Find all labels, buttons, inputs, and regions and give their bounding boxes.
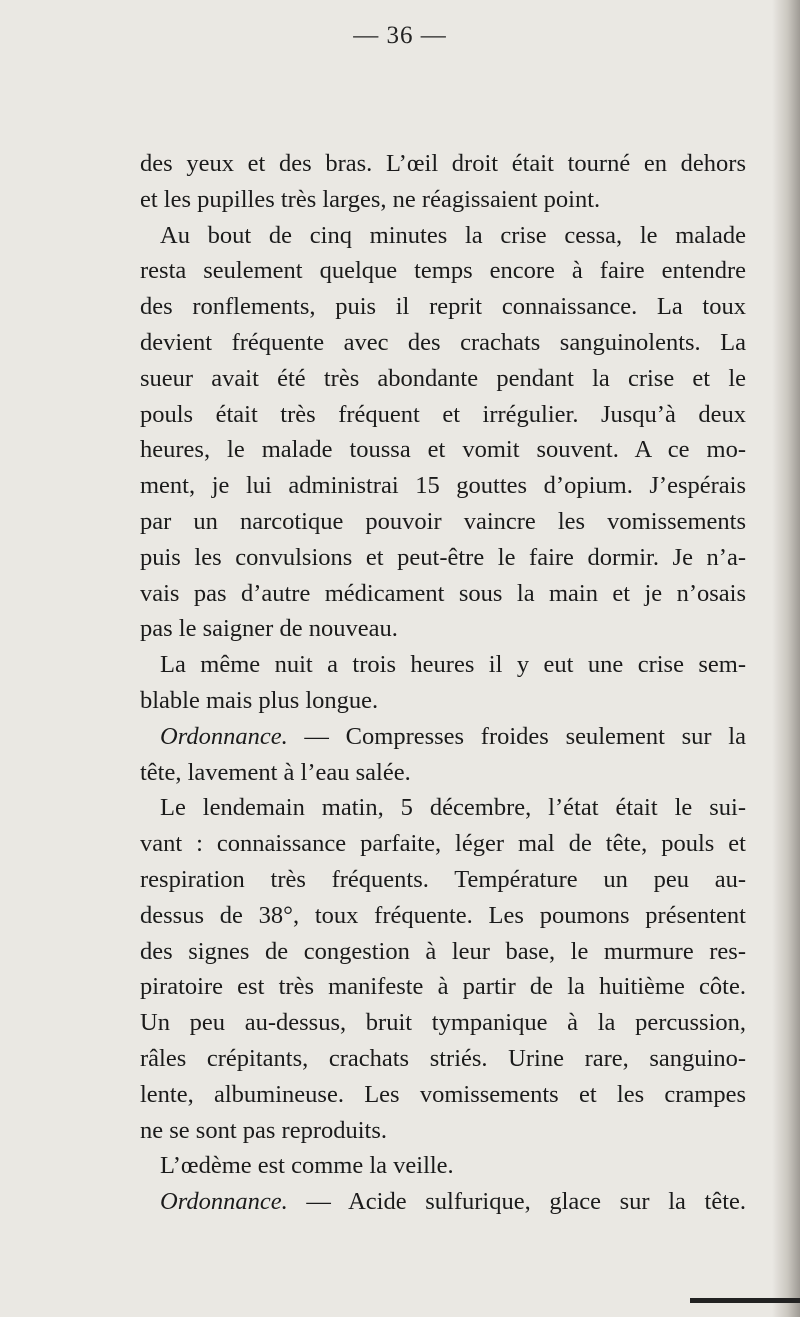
- text-line: [140, 468, 746, 504]
- text-line-content: respiration très fréquents. Température un peu au-: [140, 865, 746, 893]
- text-line: [140, 576, 746, 612]
- text-line-content: devient fréquente avec des crachats sanguinolents. La: [140, 328, 746, 356]
- text-line-content: râles crépitants, crachats striés. Urine rare, sanguino-: [140, 1044, 746, 1072]
- text-line: [140, 432, 746, 468]
- text-line: [140, 934, 746, 970]
- text-line-content: vant : connaissance parfaite, léger mal de tête, pouls et: [140, 830, 746, 858]
- text-line-content: Au bout de cinq minutes la crise cessa, le malade: [160, 221, 746, 249]
- page-number: — 36 —: [353, 22, 447, 49]
- text-line-content: tête, lavement à l’eau salée.: [140, 758, 411, 786]
- text-line: [140, 683, 746, 719]
- text-line: [140, 1113, 746, 1149]
- text-line-content: par un narcotique pouvoir vaincre les vomissements: [140, 507, 746, 535]
- text-line: [140, 325, 746, 361]
- text-line: [140, 611, 746, 647]
- text-line-content: pas le saigner de nouveau.: [140, 615, 398, 643]
- text-line: [140, 1077, 746, 1113]
- text-line: [140, 289, 746, 325]
- text-line-content: L’œdème est comme la veille.: [160, 1152, 454, 1180]
- text-line-content: lente, albumineuse. Les vomissements et les crampes: [140, 1080, 746, 1108]
- text-line: [140, 790, 746, 826]
- text-line: [140, 719, 746, 755]
- text-line-content: — Compresses froides seulement sur la: [287, 722, 746, 750]
- text-line-content: — Acide sulfurique, glace sur la tête.: [287, 1188, 746, 1216]
- text-line-content: Un peu au-dessus, bruit tympanique à la percussion,: [140, 1009, 746, 1037]
- text-line: [140, 361, 746, 397]
- page-edge-mark: [690, 1298, 800, 1303]
- text-line-content: blable mais plus longue.: [140, 686, 379, 714]
- text-line-content: Le lendemain matin, 5 décembre, l’état était le sui-: [160, 794, 746, 822]
- text-line: [140, 755, 746, 791]
- text-line-content: heures, le malade toussa et vomit souvent. A ce mo-: [140, 436, 746, 464]
- text-line: [140, 504, 746, 540]
- text-line-content: ment, je lui administrai 15 gouttes d’opium. J’espérais: [140, 472, 746, 500]
- text-line: [140, 146, 746, 182]
- text-line: [140, 647, 746, 683]
- text-line: [140, 1148, 746, 1184]
- text-line-content: des ronflements, puis il reprit connaissance. La toux: [140, 293, 746, 321]
- text-line-content: resta seulement quelque temps encore à faire entendre: [140, 257, 746, 285]
- text-line: [140, 540, 746, 576]
- text-line: [140, 1041, 746, 1077]
- italic-heading: Ordonnance.: [160, 1188, 288, 1216]
- text-line: [140, 969, 746, 1005]
- text-line-content: sueur avait été très abondante pendant la crise et le: [140, 364, 746, 392]
- text-line: [140, 1184, 746, 1220]
- text-line: [140, 218, 746, 254]
- body-text: [140, 146, 746, 1220]
- text-line: [140, 862, 746, 898]
- text-line-content: pouls était très fréquent et irrégulier. Jusqu’à deux: [140, 400, 746, 428]
- text-line: [140, 182, 746, 218]
- page-edge-shadow: [772, 0, 800, 1317]
- text-line: [140, 898, 746, 934]
- text-line: [140, 397, 746, 433]
- text-line-content: ne se sont pas reproduits.: [140, 1116, 387, 1144]
- text-line-content: piratoire est très manifeste à partir de la huitième côte.: [140, 973, 746, 1001]
- text-line-content: dessus de 38°, toux fréquente. Les poumons présentent: [140, 901, 746, 929]
- text-line: [140, 253, 746, 289]
- text-line-content: et les pupilles très larges, ne réagissaient point.: [140, 185, 601, 213]
- text-line-content: des yeux et des bras. L’œil droit était tourné en dehors: [140, 150, 746, 177]
- text-line-content: vais pas d’autre médicament sous la main et je n’osais: [140, 579, 746, 607]
- text-line-content: puis les convulsions et peut-être le faire dormir. Je n’a-: [140, 543, 746, 571]
- italic-heading: Ordonnance.: [160, 722, 288, 750]
- text-line-content: des signes de congestion à leur base, le murmure res-: [140, 937, 746, 965]
- text-line: [140, 1005, 746, 1041]
- text-line: [140, 826, 746, 862]
- text-line-content: La même nuit a trois heures il y eut une crise sem-: [160, 651, 746, 679]
